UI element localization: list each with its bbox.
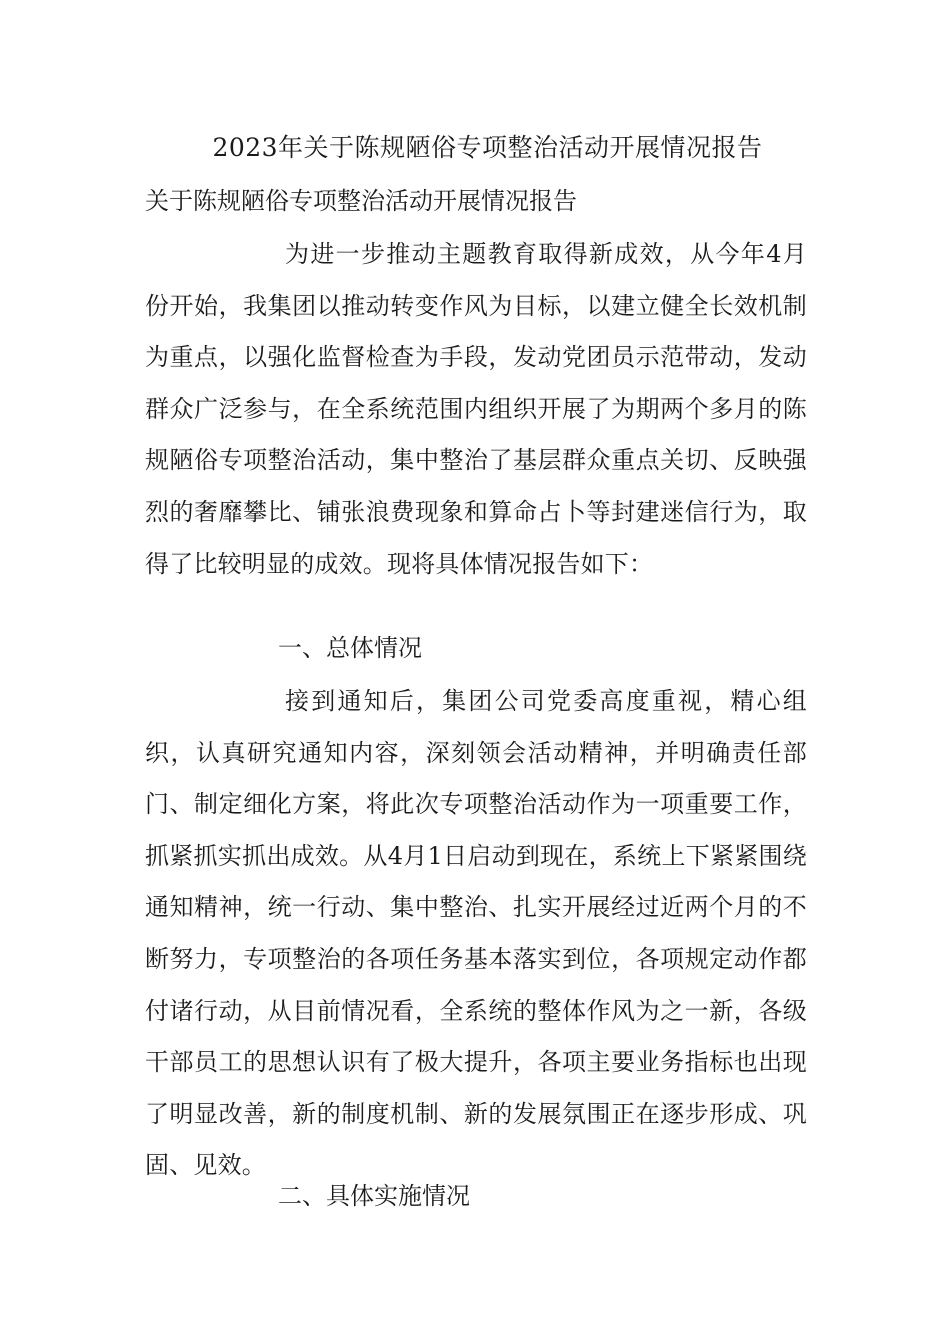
document-subtitle: 关于陈规陋俗专项整治活动开展情况报告 xyxy=(145,187,577,215)
paragraph-intro: 为进一步推动主题教育取得新成效，从今年4月份开始，我集团以推动转变作风为目标，以建立健全长效机制为重点，以强化监督检查为手段，发动党团员示范带动，发动群众广泛参与，在全系统范围内组织开展了为期两个多月的陈规陋俗专项整治活动，集中整治了基层群众重点关切、反映强烈的奢靡攀比、铺张浪费现象和算命占卜等封建迷信行为，取得了比较明显的成效。现将具体情况报告如下： xyxy=(145,240,807,578)
document-title: 2023年关于陈规陋俗专项整治活动开展情况报告 xyxy=(212,133,763,162)
section-heading-implementation: 二、具体实施情况 xyxy=(278,1182,470,1210)
section-heading-overall: 一、总体情况 xyxy=(278,634,422,662)
paragraph-overall: 接到通知后，集团公司党委高度重视，精心组织，认真研究通知内容，深刻领会活动精神，并明确责任部门、制定细化方案，将此次专项整治活动作为一项重要工作，抓紧抓实抓出成效。从4月1日启动到现在，系统上下紧紧围绕通知精神，统一行动、集中整治、扎实开展经过近两个月的不断努力，专项整治的各项任务基本落实到位，各项规定动作都付诸行动，从目前情况看，全系统的整体作风为之一新，各级干部员工的思想认识有了极大提升，各项主要业务指标也出现了明显改善，新的制度机制、新的发展氛围正在逐步形成、巩固、见效。 xyxy=(145,687,807,1180)
